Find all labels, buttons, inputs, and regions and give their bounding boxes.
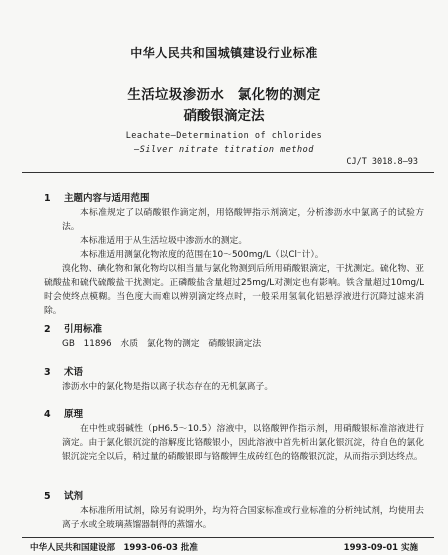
- section-1-paragraph-2: 本标准适用于从生活垃圾中渗沥水的测定。: [80, 236, 248, 246]
- section-2-paragraph-1: GB 11896 水质 氯化物的测定 硝酸银滴定法: [62, 339, 262, 349]
- section-1-paragraph-3: 本标准适用测氯化物浓度的范围在10～500mg/L（以Cl⁻计）。: [80, 250, 324, 260]
- publisher-header: 中华人民共和国城镇建设行业标准: [130, 46, 318, 60]
- section-2-heading: [44, 321, 102, 335]
- section-4-paragraph-1: 在中性或弱碱性（pH6.5～10.5）溶液中，以铬酸钾作指示剂，用硝酸银标准溶液进行滴定。由于氯化银沉淀的溶解度比铬酸银小，因此溶液中首先析出氯化银沉淀，待自色的氯化银沉淀完全以后，稍过量的硝酸银即与铬酸钾生成砖红色的铬酸银沉淀，从而指示到达终点。: [62, 424, 424, 462]
- section-title: 试剂: [64, 491, 84, 502]
- english-title-line-1: Leachate—Determination of chlorides: [125, 131, 323, 141]
- section-1-paragraph-4: 溴化物、碘化物和氰化物均以相当量与氯化物测到后所用硝酸银滴定，干扰测定。硫化物、亚硫酸盐和硫代硫酸盐干扰测定。正磷酸盐含量超过25mg/L对测定也有影响。铁含量超过10mg/L时会使终点模糊。当色度大而难以辨别滴定终点时，一般采用氢氧化铝悬浮液进行沉降过滤来消除。: [44, 264, 424, 316]
- standard-code: CJ/T 3018.8—93: [346, 157, 418, 167]
- section-number: 2: [44, 324, 51, 335]
- bottom-divider: [22, 537, 434, 538]
- section-number: 5: [44, 491, 51, 502]
- section-1-paragraph-1: 本标准规定了以硝酸银作滴定剂，用铬酸钾指示剂滴定，分析渗沥水中氯离子的试验方法。: [62, 208, 424, 232]
- section-number: 3: [44, 367, 51, 378]
- section-5-heading: [44, 488, 83, 502]
- implementation-date: 1993-09-01 实施: [343, 543, 418, 553]
- section-number: 1: [44, 193, 51, 204]
- document-subtitle: 硝酸银滴定法: [183, 108, 265, 124]
- top-divider: [22, 172, 434, 173]
- section-5-paragraph-1: 本标准所用试剂，除另有说明外，均为符合国家标准或行业标准的分析纯试剂，均使用去离子水或全玻璃蒸馏器制得的蒸馏水。: [62, 506, 424, 530]
- section-4-heading: [44, 406, 83, 420]
- approval-date: 中华人民共和国建设部 1993-06-03 批准: [30, 543, 198, 553]
- english-title-line-2: —Silver nitrate titration method: [134, 145, 314, 155]
- section-title: 原理: [64, 409, 84, 420]
- section-title: 引用标准: [64, 324, 103, 335]
- section-1-heading: [44, 190, 150, 204]
- section-title: 主题内容与适用范围: [64, 193, 150, 204]
- section-title: 术语: [64, 367, 84, 378]
- section-3-heading: [44, 364, 83, 378]
- section-number: 4: [44, 409, 51, 420]
- document-title: 生活垃圾渗沥水 氯化物的测定: [127, 87, 321, 103]
- section-3-paragraph-1: 渗沥水中的氯化物是指以离子状态存在的无机氯离子。: [62, 382, 274, 392]
